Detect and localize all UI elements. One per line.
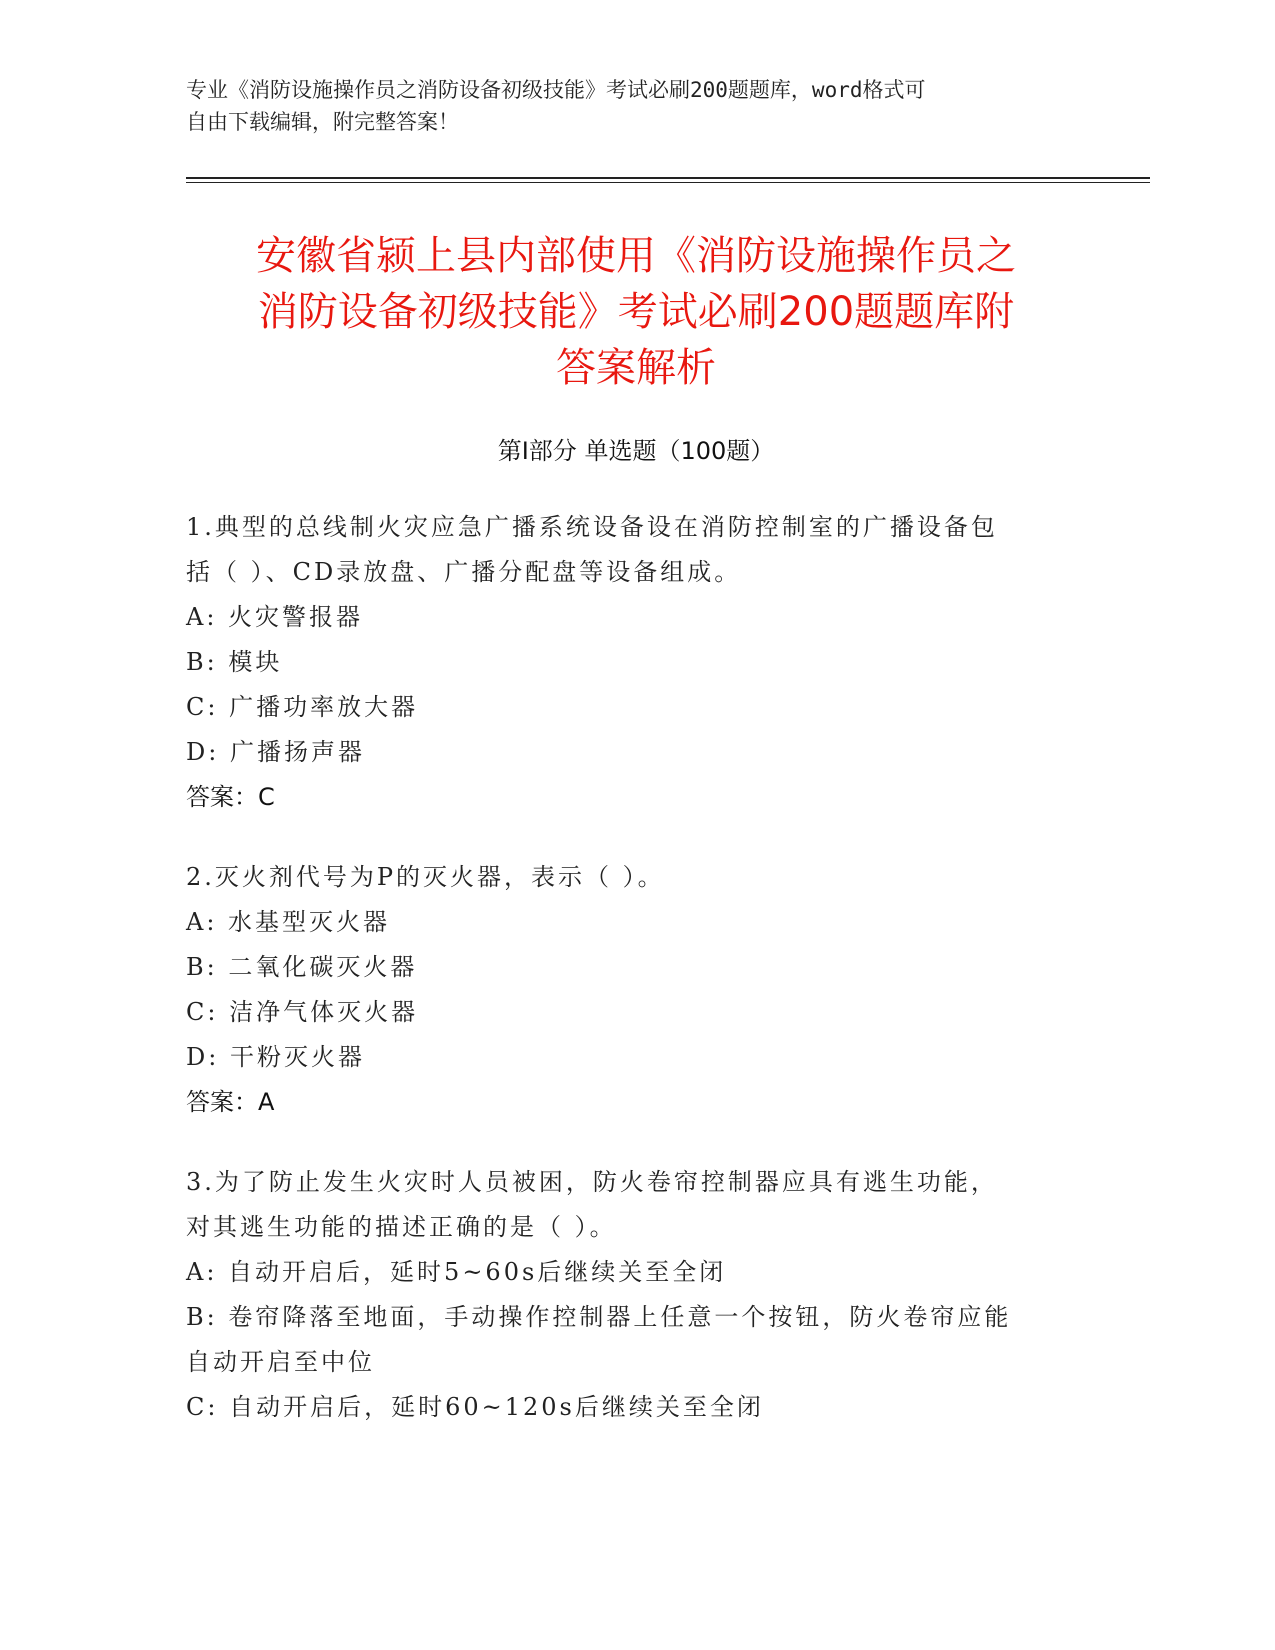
question-stem-line: 对其逃生功能的描述正确的是（ ）。 xyxy=(186,1213,617,1241)
section-heading: 第Ⅰ部分 单选题（100题） xyxy=(497,437,775,465)
answer-line: 答案：A xyxy=(186,1088,275,1116)
header-divider-thick xyxy=(186,177,1150,179)
option-b: B: 模块 xyxy=(186,648,283,676)
header-note-line: 专业《消防设施操作员之消防设备初级技能》考试必刷200题题库，word格式可 xyxy=(186,78,926,102)
option-b: B: 二氧化碳灭火器 xyxy=(186,953,418,981)
option-d: D: 广播扬声器 xyxy=(186,738,365,766)
header-note-line: 自由下载编辑，附完整答案！ xyxy=(186,110,459,134)
option-c: C: 自动开启后，延时60~120s后继续关至全闭 xyxy=(186,1393,764,1421)
option-d: D: 干粉灭火器 xyxy=(186,1043,365,1071)
question-3 xyxy=(186,1160,1086,1430)
question-stem-line: 3.为了防止发生火灾时人员被困，防火卷帘控制器应具有逃生功能， xyxy=(186,1168,998,1196)
header-divider-thin xyxy=(186,182,1150,183)
option-a: A: 水基型灭火器 xyxy=(186,908,391,936)
header-note xyxy=(186,74,1086,138)
option-c: C: 洁净气体灭火器 xyxy=(186,998,419,1026)
document-title xyxy=(186,228,1086,396)
option-a: A: 自动开启后，延时5~60s后继续关至全闭 xyxy=(186,1258,727,1286)
question-stem-line: 括（ ）、CD录放盘、广播分配盘等设备组成。 xyxy=(186,558,742,586)
question-1 xyxy=(186,505,1086,820)
question-stem-line: 2.灭火剂代号为P的灭火器，表示（ ）。 xyxy=(186,863,665,891)
document-title-line: 消防设备初级技能》考试必刷200题题库附 xyxy=(257,289,1015,335)
option-c: C: 广播功率放大器 xyxy=(186,693,419,721)
document-title-line: 安徽省颍上县内部使用《消防设施操作员之 xyxy=(256,233,1016,279)
option-a: A: 火灾警报器 xyxy=(186,603,364,631)
question-stem-line: 1.典型的总线制火灾应急广播系统设备设在消防控制室的广播设备包 xyxy=(186,513,998,541)
option-b-continued: 自动开启至中位 xyxy=(186,1348,375,1376)
option-b: B: 卷帘降落至地面，手动操作控制器上任意一个按钮，防火卷帘应能 xyxy=(186,1303,1012,1331)
question-2 xyxy=(186,855,1086,1125)
document-title-line: 答案解析 xyxy=(556,345,716,391)
answer-line: 答案：C xyxy=(186,783,275,811)
